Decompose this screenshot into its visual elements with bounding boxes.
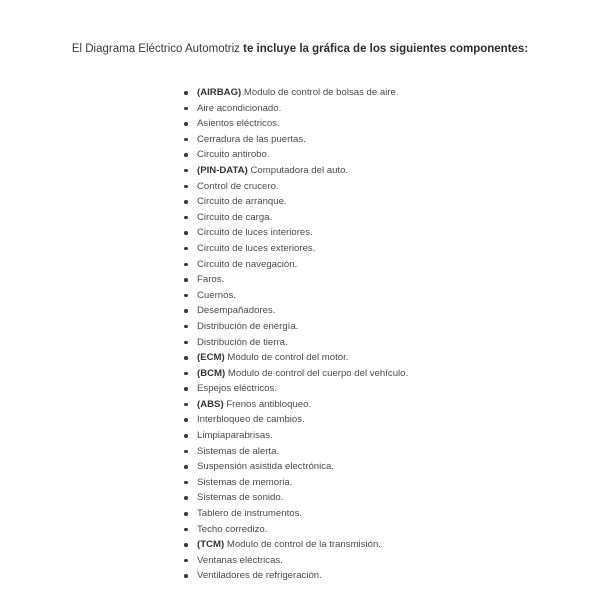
list-item [180,225,580,241]
bullet-icon [184,138,188,142]
list-item [180,194,580,210]
component-label: Circuito de arranque. [197,196,287,208]
list-item [180,412,580,428]
list-item [180,132,580,148]
bullet-icon [184,387,188,391]
component-list [180,85,580,584]
component-label: Cuernos. [197,289,236,301]
component-code: (ABS) [197,398,224,410]
component-label: Circuito antirobo. [197,149,270,161]
list-item [180,335,580,351]
component-label: Sistemas de sonido. [197,492,284,504]
list-item [180,241,580,257]
bullet-icon [184,107,188,111]
bullet-icon [184,153,188,157]
list-item [180,101,580,117]
component-label: Ventiladores de refrigeración. [197,570,322,582]
bullet-icon [184,169,188,173]
component-label: Desempañadores. [197,305,276,317]
list-item [180,163,580,179]
component-label: Sistemas de alerta. [197,445,280,457]
list-item [180,85,580,101]
component-code: (TCM) [197,539,225,551]
bullet-icon [184,528,188,532]
list-item [180,459,580,475]
list-item [180,397,580,413]
list-item [180,490,580,506]
list-item [180,381,580,397]
component-label: Sistemas de memoria. [197,476,293,488]
list-item [180,522,580,538]
bullet-icon [184,247,188,251]
component-label: Suspensión asistida electrónica. [197,461,335,473]
component-code: (ECM) [197,352,225,364]
list-item [180,568,580,584]
component-label: Modulo de control de bolsas de aire. [241,87,399,98]
component-label: Tablero de instrumentos. [197,508,303,520]
list-item [180,210,580,226]
bullet-icon [184,325,188,329]
bullet-icon [184,434,188,438]
component-label: Modulo de control de la transmisión. [224,539,381,551]
component-label: Espejos eléctricos. [197,383,277,395]
component-label: Control de crucero. [197,180,279,192]
list-item [180,272,580,288]
component-label: Aire acondicionado. [197,102,282,114]
list-item [180,366,580,382]
bullet-icon [184,294,188,298]
bullet-icon [184,465,188,469]
component-label: Distribución de tierra. [197,336,288,348]
list-item [180,428,580,444]
list-item [180,475,580,491]
list-item [180,147,580,163]
component-label: Ventanas eléctricas. [197,554,283,566]
bullet-icon [184,574,188,578]
component-label: Techo corredizo. [197,523,268,535]
list-item [180,179,580,195]
list-item [180,444,580,460]
component-label: Asientos eléctricos. [197,118,280,130]
component-label: Interbloqueo de cambios. [197,414,305,426]
component-label: Limpiaparabrisas. [197,430,273,442]
bullet-icon [184,341,188,345]
list-item [180,257,580,273]
bullet-icon [184,278,188,282]
bullet-icon [184,450,188,454]
component-label: Distribución de energía. [197,320,299,332]
component-code: (AIRBAG) [197,87,242,98]
bullet-icon [184,91,188,95]
component-label: Frenos antibloqueo. [223,398,312,410]
bullet-icon [184,263,188,267]
component-label: Faros. [197,274,225,286]
component-code: (PIN-DATA) [197,164,248,176]
list-item [180,506,580,522]
list-item [180,350,580,366]
bullet-icon [184,403,188,407]
component-label: Modulo de control del motor. [224,352,349,364]
bullet-icon [184,200,188,204]
component-label: Computadora del auto. [247,164,349,176]
bullet-icon [184,372,188,376]
list-item [180,553,580,569]
bullet-icon [184,216,188,220]
component-label: Circuito de carga. [197,211,273,223]
bullet-icon [184,309,188,313]
bullet-icon [184,481,188,485]
bullet-icon [184,418,188,422]
list-item [180,537,580,553]
bullet-icon [184,512,188,516]
bullet-icon [184,122,188,126]
intro-paragraph [60,41,540,58]
list-item [180,303,580,319]
bullet-icon [184,543,188,547]
list-item [180,288,580,304]
bullet-icon [184,496,188,500]
bullet-icon [184,231,188,235]
component-label: Cerradura de las puertas. [197,133,306,145]
component-code: (BCM) [197,367,226,379]
component-label: Circuito de navegación. [197,258,298,270]
component-label: Circuito de luces exteriores. [197,242,316,254]
list-item [180,319,580,335]
list-item [180,116,580,132]
component-label: Modulo de control del cuerpo del vehículo. [225,367,409,379]
bullet-icon [184,185,188,189]
intro-bold-text: te incluye la gráfica de los siguientes componentes: [243,43,529,55]
component-label: Circuito de luces interiores. [197,227,313,239]
bullet-icon [184,559,188,563]
intro-text: El Diagrama Eléctrico Automotriz [71,43,244,55]
bullet-icon [184,356,188,360]
